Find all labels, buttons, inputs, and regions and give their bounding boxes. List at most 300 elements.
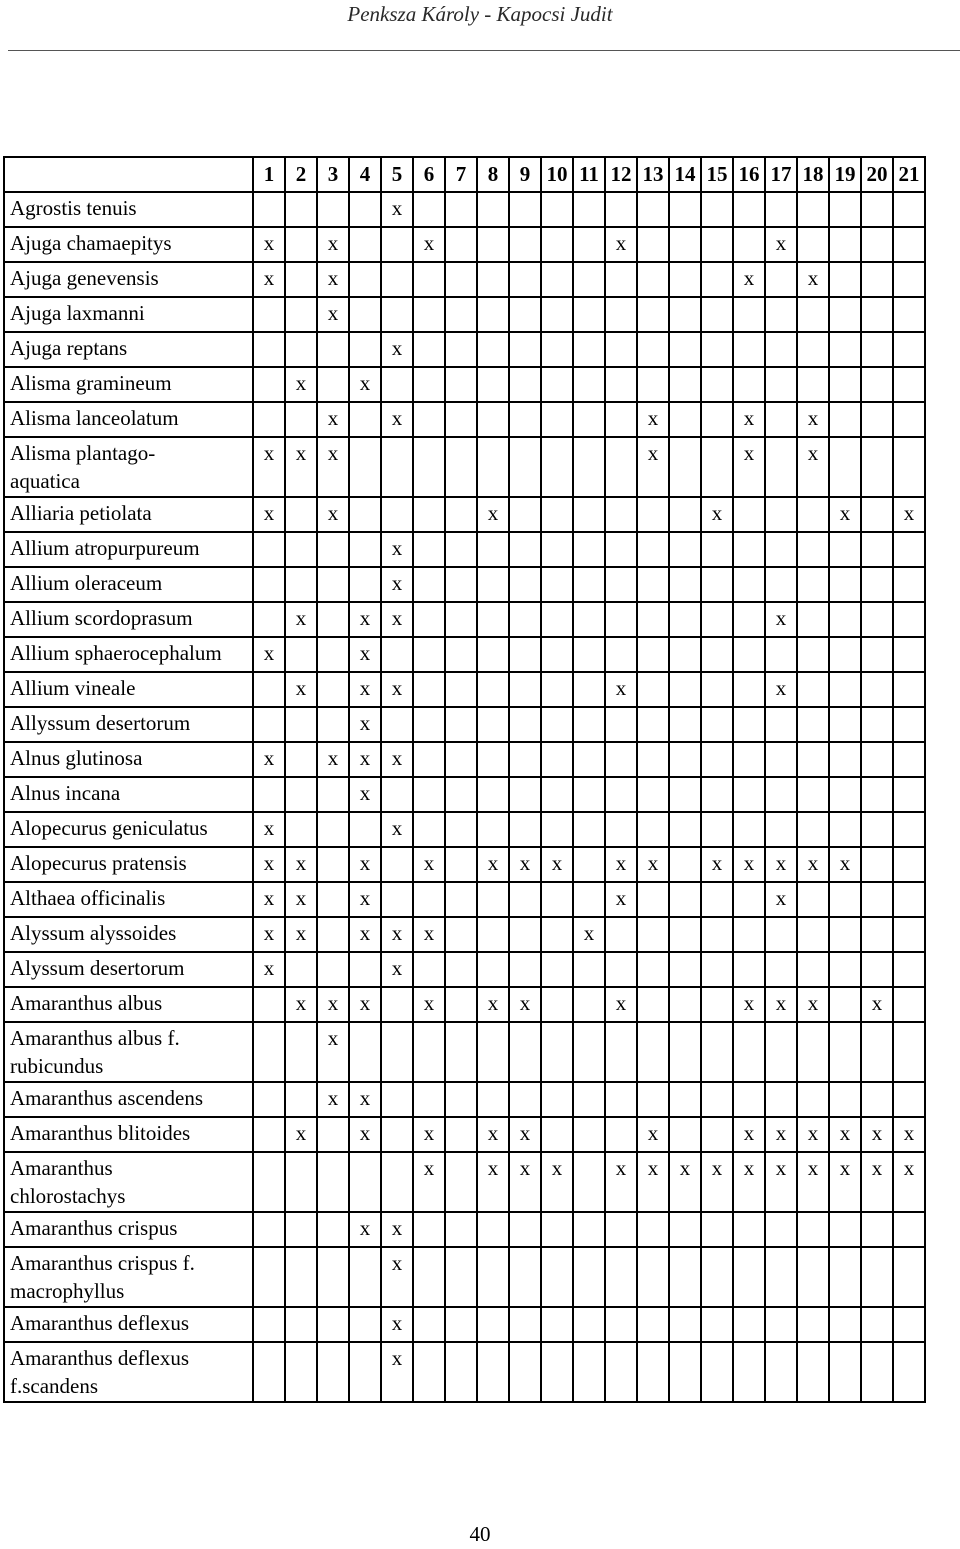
occurrence-cell [637, 532, 669, 567]
occurrence-mark [382, 638, 412, 639]
occurrence-mark [638, 533, 668, 534]
occurrence-mark [286, 743, 316, 744]
occurrence-mark: x [263, 441, 275, 465]
occurrence-cell [381, 532, 413, 567]
occurrence-mark: x [295, 441, 307, 465]
occurrence-mark: x [263, 746, 275, 770]
occurrence-mark [862, 368, 892, 369]
occurrence-mark: x [743, 1121, 755, 1145]
column-header: 6 [413, 157, 445, 192]
occurrence-cell [893, 1342, 925, 1402]
occurrence-mark: x [391, 746, 403, 770]
occurrence-mark: x [519, 1156, 531, 1180]
occurrence-mark: x [615, 991, 627, 1015]
occurrence-mark: x [615, 1156, 627, 1180]
occurrence-mark [414, 498, 444, 499]
occurrence-mark [862, 533, 892, 534]
occurrence-cell [285, 367, 317, 402]
occurrence-mark [766, 263, 796, 264]
occurrence-cell [477, 262, 509, 297]
occurrence-mark [510, 1023, 540, 1024]
occurrence-mark [734, 193, 764, 194]
occurrence-mark [766, 638, 796, 639]
occurrence-cell [445, 777, 477, 812]
occurrence-mark [542, 533, 572, 534]
occurrence-cell [829, 1247, 861, 1307]
occurrence-mark [638, 228, 668, 229]
occurrence-mark [830, 918, 860, 919]
occurrence-cell [413, 192, 445, 227]
occurrence-mark [446, 1248, 476, 1249]
occurrence-mark [478, 743, 508, 744]
occurrence-mark [702, 533, 732, 534]
occurrence-cell [637, 777, 669, 812]
occurrence-cell [669, 332, 701, 367]
occurrence-cell [413, 1212, 445, 1247]
header-blank-cell [4, 157, 253, 192]
occurrence-cell [797, 1342, 829, 1402]
occurrence-mark [894, 603, 924, 604]
occurrence-mark [254, 708, 284, 709]
occurrence-mark [830, 533, 860, 534]
occurrence-mark: x [839, 1156, 851, 1180]
occurrence-mark [574, 498, 604, 499]
occurrence-mark [766, 193, 796, 194]
occurrence-mark [862, 298, 892, 299]
occurrence-mark [862, 813, 892, 814]
occurrence-cell [541, 1152, 573, 1212]
occurrence-cell [573, 1082, 605, 1117]
occurrence-mark: x [807, 1156, 819, 1180]
occurrence-cell [573, 952, 605, 987]
occurrence-cell [477, 1307, 509, 1342]
occurrence-mark [830, 638, 860, 639]
occurrence-cell [253, 882, 285, 917]
occurrence-mark [702, 953, 732, 954]
occurrence-mark [254, 988, 284, 989]
occurrence-cell [253, 917, 285, 952]
occurrence-cell [701, 987, 733, 1022]
occurrence-cell [701, 1212, 733, 1247]
occurrence-cell [861, 707, 893, 742]
occurrence-cell [573, 332, 605, 367]
occurrence-cell [829, 1342, 861, 1402]
occurrence-mark: x [391, 956, 403, 980]
occurrence-cell [861, 847, 893, 882]
occurrence-cell [509, 367, 541, 402]
occurrence-cell [829, 742, 861, 777]
occurrence-cell [797, 812, 829, 847]
occurrence-cell [541, 332, 573, 367]
table-row [4, 672, 925, 707]
occurrence-cell [861, 332, 893, 367]
occurrence-cell [605, 637, 637, 672]
occurrence-mark [350, 333, 380, 334]
occurrence-cell [733, 707, 765, 742]
occurrence-cell [541, 1212, 573, 1247]
occurrence-cell [573, 987, 605, 1022]
occurrence-mark [798, 368, 828, 369]
table-row [4, 402, 925, 437]
occurrence-cell [733, 812, 765, 847]
occurrence-cell [349, 917, 381, 952]
occurrence-cell [253, 437, 285, 497]
occurrence-mark [670, 193, 700, 194]
occurrence-mark [702, 368, 732, 369]
occurrence-cell [797, 227, 829, 262]
occurrence-cell [509, 707, 541, 742]
occurrence-mark [862, 1023, 892, 1024]
occurrence-mark: x [327, 266, 339, 290]
occurrence-mark [830, 228, 860, 229]
occurrence-mark [318, 1308, 348, 1309]
occurrence-mark [702, 813, 732, 814]
occurrence-mark: x [295, 1121, 307, 1145]
occurrence-cell [797, 637, 829, 672]
occurrence-mark [862, 883, 892, 884]
occurrence-cell [445, 1082, 477, 1117]
table-row [4, 437, 925, 497]
occurrence-mark [830, 953, 860, 954]
occurrence-cell [349, 497, 381, 532]
occurrence-mark [382, 263, 412, 264]
occurrence-mark [894, 568, 924, 569]
occurrence-mark [670, 743, 700, 744]
occurrence-mark: x [359, 886, 371, 910]
occurrence-cell [829, 532, 861, 567]
occurrence-cell [253, 602, 285, 637]
occurrence-mark [670, 1213, 700, 1214]
occurrence-cell [733, 777, 765, 812]
occurrence-mark [766, 298, 796, 299]
occurrence-cell [477, 987, 509, 1022]
column-header: 3 [317, 157, 349, 192]
occurrence-mark [350, 438, 380, 439]
occurrence-cell [477, 497, 509, 532]
species-name: Amaranthus blitoides [10, 1121, 191, 1145]
species-name: Alisma gramineum [10, 371, 172, 395]
occurrence-cell [573, 672, 605, 707]
occurrence-mark [542, 883, 572, 884]
occurrence-cell [317, 1082, 349, 1117]
occurrence-cell [893, 532, 925, 567]
occurrence-cell [445, 707, 477, 742]
occurrence-cell [829, 1307, 861, 1342]
occurrence-cell [445, 567, 477, 602]
occurrence-mark [830, 778, 860, 779]
occurrence-cell [701, 192, 733, 227]
occurrence-mark [414, 1308, 444, 1309]
occurrence-cell [477, 332, 509, 367]
species-name-cell [4, 367, 253, 402]
occurrence-cell [829, 882, 861, 917]
column-header: 10 [541, 157, 573, 192]
occurrence-mark: x [327, 1086, 339, 1110]
occurrence-cell [317, 367, 349, 402]
occurrence-cell [509, 882, 541, 917]
occurrence-mark [702, 638, 732, 639]
occurrence-cell [477, 1342, 509, 1402]
occurrence-cell [253, 1212, 285, 1247]
occurrence-cell [445, 882, 477, 917]
occurrence-mark: x [391, 536, 403, 560]
occurrence-mark [478, 778, 508, 779]
occurrence-cell [733, 532, 765, 567]
occurrence-cell [285, 262, 317, 297]
occurrence-mark [862, 1083, 892, 1084]
table-row [4, 497, 925, 532]
occurrence-mark [766, 778, 796, 779]
occurrence-cell [445, 437, 477, 497]
occurrence-cell [509, 437, 541, 497]
occurrence-mark [510, 498, 540, 499]
occurrence-mark [606, 533, 636, 534]
occurrence-cell [893, 1307, 925, 1342]
occurrence-mark [542, 298, 572, 299]
occurrence-cell [733, 262, 765, 297]
occurrence-cell [829, 367, 861, 402]
occurrence-cell [381, 297, 413, 332]
species-name-cell [4, 672, 253, 707]
occurrence-mark: x [775, 991, 787, 1015]
occurrence-mark: x [775, 676, 787, 700]
occurrence-cell [413, 952, 445, 987]
occurrence-mark [734, 778, 764, 779]
occurrence-cell [573, 367, 605, 402]
occurrence-cell [637, 987, 669, 1022]
occurrence-mark [670, 263, 700, 264]
occurrence-mark: x [263, 501, 275, 525]
occurrence-mark [478, 673, 508, 674]
occurrence-mark: x [807, 991, 819, 1015]
occurrence-mark [830, 1213, 860, 1214]
occurrence-mark: x [519, 1121, 531, 1145]
occurrence-cell [381, 847, 413, 882]
occurrence-cell [733, 332, 765, 367]
occurrence-mark [670, 1023, 700, 1024]
occurrence-cell [829, 1082, 861, 1117]
occurrence-mark: x [263, 956, 275, 980]
occurrence-cell [477, 707, 509, 742]
occurrence-cell [573, 1152, 605, 1212]
occurrence-mark [798, 1308, 828, 1309]
occurrence-mark [318, 813, 348, 814]
occurrence-mark [638, 568, 668, 569]
occurrence-cell [797, 532, 829, 567]
occurrence-cell [765, 812, 797, 847]
occurrence-mark [318, 708, 348, 709]
occurrence-mark [766, 403, 796, 404]
occurrence-mark [702, 228, 732, 229]
occurrence-cell [541, 882, 573, 917]
occurrence-cell [509, 1152, 541, 1212]
occurrence-cell [477, 882, 509, 917]
occurrence-cell [669, 437, 701, 497]
occurrence-cell [573, 262, 605, 297]
species-name: Allium atropurpureum [10, 536, 200, 560]
column-header: 20 [861, 157, 893, 192]
occurrence-mark [542, 568, 572, 569]
occurrence-cell [701, 1082, 733, 1117]
occurrence-cell [765, 1342, 797, 1402]
occurrence-cell [413, 1152, 445, 1212]
occurrence-mark [894, 673, 924, 674]
occurrence-cell [349, 227, 381, 262]
occurrence-cell [381, 1082, 413, 1117]
occurrence-cell [893, 192, 925, 227]
occurrence-cell [349, 332, 381, 367]
occurrence-mark [862, 778, 892, 779]
occurrence-cell [349, 1342, 381, 1402]
occurrence-cell [637, 402, 669, 437]
occurrence-mark: x [423, 921, 435, 945]
occurrence-cell [765, 672, 797, 707]
occurrence-mark [318, 603, 348, 604]
occurrence-mark [414, 1248, 444, 1249]
occurrence-mark [670, 1118, 700, 1119]
occurrence-cell [477, 227, 509, 262]
occurrence-cell [573, 532, 605, 567]
occurrence-mark [606, 1023, 636, 1024]
occurrence-cell [285, 1117, 317, 1152]
occurrence-cell [573, 1117, 605, 1152]
species-name-cell [4, 777, 253, 812]
occurrence-mark [766, 1248, 796, 1249]
occurrence-mark: x [263, 641, 275, 665]
species-name-cell [4, 602, 253, 637]
species-name: Alnus glutinosa [10, 746, 143, 770]
occurrence-cell [253, 707, 285, 742]
occurrence-mark [542, 918, 572, 919]
occurrence-cell [541, 1117, 573, 1152]
occurrence-mark [318, 533, 348, 534]
occurrence-cell [509, 1342, 541, 1402]
occurrence-cell [797, 1307, 829, 1342]
occurrence-cell [861, 777, 893, 812]
occurrence-mark [862, 193, 892, 194]
occurrence-mark: x [423, 991, 435, 1015]
occurrence-cell [477, 297, 509, 332]
occurrence-mark [414, 1023, 444, 1024]
occurrence-cell [669, 1117, 701, 1152]
occurrence-mark [478, 813, 508, 814]
occurrence-cell [381, 952, 413, 987]
occurrence-mark [766, 813, 796, 814]
occurrence-cell [253, 1342, 285, 1402]
occurrence-mark [638, 1308, 668, 1309]
occurrence-mark [542, 1308, 572, 1309]
table-row [4, 367, 925, 402]
species-name: Alliaria petiolata [10, 501, 152, 525]
occurrence-cell [349, 1212, 381, 1247]
occurrence-mark [478, 228, 508, 229]
occurrence-mark [542, 673, 572, 674]
occurrence-mark [766, 368, 796, 369]
occurrence-cell [829, 437, 861, 497]
occurrence-mark [606, 708, 636, 709]
occurrence-cell [605, 1247, 637, 1307]
occurrence-cell [541, 672, 573, 707]
occurrence-cell [701, 1247, 733, 1307]
occurrence-mark [478, 1248, 508, 1249]
occurrence-mark [446, 1308, 476, 1309]
occurrence-mark [286, 568, 316, 569]
occurrence-cell [285, 1212, 317, 1247]
occurrence-mark [414, 638, 444, 639]
occurrence-mark [894, 403, 924, 404]
table-row [4, 1212, 925, 1247]
occurrence-cell [669, 227, 701, 262]
occurrence-mark [574, 568, 604, 569]
species-name-cell [4, 1247, 253, 1307]
occurrence-mark [286, 333, 316, 334]
occurrence-mark [542, 638, 572, 639]
occurrence-cell [765, 917, 797, 952]
occurrence-cell [829, 402, 861, 437]
occurrence-cell [733, 637, 765, 672]
occurrence-cell [381, 602, 413, 637]
occurrence-mark [766, 1083, 796, 1084]
occurrence-cell [381, 1247, 413, 1307]
occurrence-cell [509, 1247, 541, 1307]
occurrence-mark [318, 848, 348, 849]
occurrence-mark [286, 813, 316, 814]
occurrence-cell [285, 532, 317, 567]
occurrence-cell [317, 882, 349, 917]
occurrence-cell [861, 637, 893, 672]
occurrence-cell [253, 812, 285, 847]
occurrence-cell [445, 532, 477, 567]
occurrence-cell [349, 602, 381, 637]
species-name-cell [4, 192, 253, 227]
occurrence-cell [381, 707, 413, 742]
occurrence-mark [510, 603, 540, 604]
occurrence-cell [605, 567, 637, 602]
occurrence-mark [574, 193, 604, 194]
occurrence-mark [478, 1308, 508, 1309]
occurrence-cell [765, 742, 797, 777]
occurrence-cell [349, 987, 381, 1022]
occurrence-mark [510, 1248, 540, 1249]
occurrence-mark [382, 438, 412, 439]
occurrence-cell [413, 742, 445, 777]
occurrence-mark: x [679, 1156, 691, 1180]
occurrence-mark [606, 298, 636, 299]
column-header: 9 [509, 157, 541, 192]
table-row [4, 297, 925, 332]
occurrence-cell [317, 437, 349, 497]
species-name-cell [4, 437, 253, 497]
occurrence-mark [862, 1248, 892, 1249]
occurrence-cell [637, 297, 669, 332]
occurrence-cell [797, 402, 829, 437]
occurrence-cell [413, 532, 445, 567]
occurrence-cell [733, 367, 765, 402]
occurrence-cell [349, 402, 381, 437]
occurrence-mark: x [391, 921, 403, 945]
occurrence-cell [829, 497, 861, 532]
table-row [4, 742, 925, 777]
occurrence-mark [702, 298, 732, 299]
occurrence-cell [381, 262, 413, 297]
column-header: 15 [701, 157, 733, 192]
occurrence-cell [541, 1342, 573, 1402]
occurrence-mark: x [327, 991, 339, 1015]
species-name: Allium scordoprasum [10, 606, 193, 630]
occurrence-mark [574, 438, 604, 439]
occurrence-cell [381, 812, 413, 847]
occurrence-cell [477, 1212, 509, 1247]
